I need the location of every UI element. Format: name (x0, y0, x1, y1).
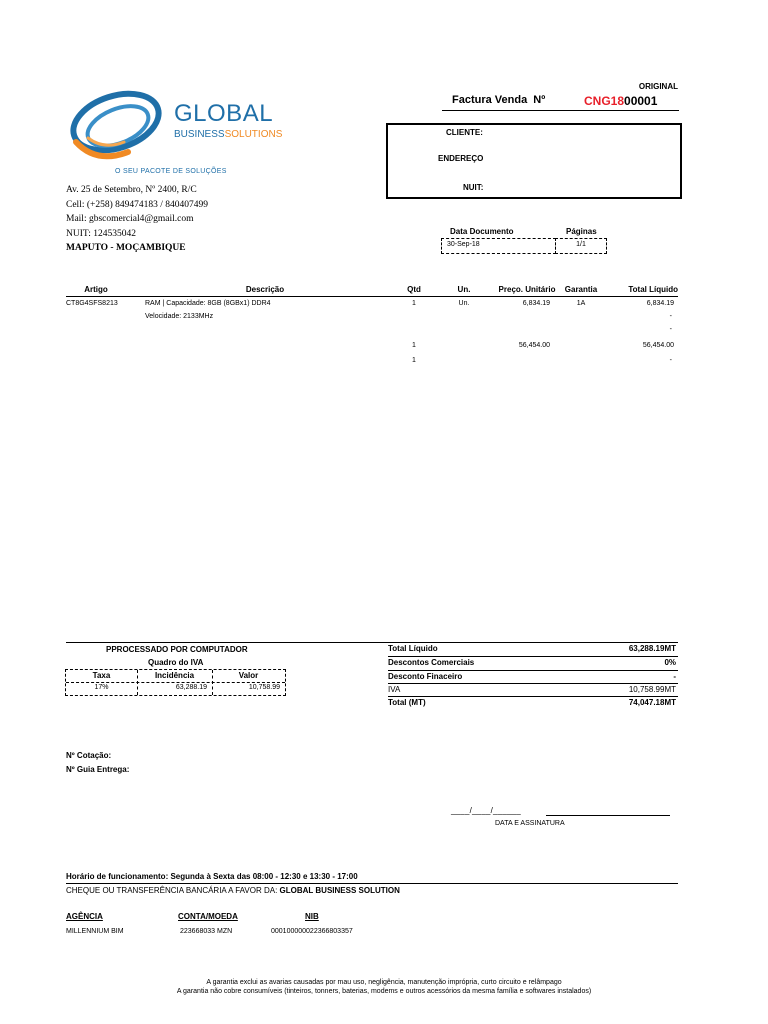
address-label: ENDEREÇO (438, 154, 484, 163)
company-mail: Mail: gbscomercial4@gmail.com (66, 214, 194, 224)
invoice-number-suffix: 00001 (624, 94, 658, 108)
row-qtd: 1 (412, 357, 416, 364)
warranty-line-2: A garantia não cobre consumíveis (tinteiros, tonners, baterias, modems e outros acessórios da mesma família e softwares instalados) (176, 988, 592, 995)
payment-prefix: CHEQUE OU TRANSFERÊNCIA BANCÁRIA A FAVOR DA: (66, 886, 278, 895)
row-total: - (669, 357, 672, 364)
company-logo (66, 80, 283, 180)
row-total: 6,834.19 (646, 300, 674, 307)
iva-table-title: Quadro do IVA (148, 658, 204, 667)
total-liquido-label: Total Líquido (388, 644, 438, 653)
pages-value: 1/1 (576, 241, 586, 248)
col-qtd: Qtd (407, 285, 421, 294)
row-descricao: Velocidade: 2133MHz (145, 313, 214, 320)
logo-sub-a: BUSINESS (174, 129, 225, 140)
invoice-number-prefix: CNG18 (584, 94, 625, 108)
col-descricao: Descrição (245, 285, 285, 294)
company-address: Av. 25 de Setembro, Nº 2400, R/C (66, 185, 197, 195)
bank-conta-value: 223668033 MZN (180, 928, 233, 935)
row-preco: 56,454.00 (518, 342, 550, 349)
table-row (0, 326, 768, 339)
signature-line (546, 815, 670, 816)
invoice-underline (442, 110, 679, 111)
row-total: - (669, 326, 672, 333)
row-qtd: 1 (412, 342, 416, 349)
invoice-no-label: Nº (533, 94, 546, 106)
signature-date-placeholder: ____/____/______ (451, 806, 521, 815)
company-cell: Cell: (+258) 849474183 / 840407499 (66, 199, 209, 210)
invoice-label: Factura Venda (452, 94, 528, 106)
descontos-label: Descontos Comerciais (388, 658, 475, 667)
company-info (66, 183, 208, 256)
bank-agencia-value: MILLENNIUM BIM (66, 928, 124, 935)
row-total: - (669, 313, 672, 320)
iva-col-valor: Valor (238, 671, 259, 680)
total-liquido-value: 63,288.19MT (628, 644, 676, 653)
row-garantia: 1A (576, 300, 586, 307)
date-box (441, 238, 556, 254)
bank-nib-value: 000100000022366803357 (271, 928, 353, 935)
table-row (0, 300, 768, 313)
total-mt-value: 74,047.18MT (628, 698, 676, 707)
iva-label: IVA (388, 685, 401, 694)
table-row (0, 357, 768, 370)
descontos-value: 0% (664, 658, 676, 667)
row-preco: 6,834.19 (522, 300, 550, 307)
iva-valor-value: 10,758.99 (248, 684, 280, 691)
signature-label: DATA E ASSINATURA (495, 820, 565, 827)
iva-col-taxa: Taxa (92, 671, 111, 680)
pages-box (555, 238, 607, 254)
items-header-line (66, 296, 678, 297)
invoice-number (584, 94, 657, 108)
company-tagline: O SEU PACOTE DE SOLUÇÕES (115, 168, 227, 175)
row-artigo: CT8G4SFS8213 (66, 300, 118, 307)
bank-col-nib: NIB (305, 912, 319, 921)
desconto-fin-label: Desconto Finaceiro (388, 672, 463, 681)
cotacao-label: Nº Cotação: (66, 751, 112, 760)
date-label: Data Documento (450, 227, 514, 236)
table-row (0, 342, 768, 355)
logo-sub (174, 129, 282, 140)
iva-value: 10,758.99MT (628, 685, 676, 694)
total-mt-label: Total (MT) (388, 698, 426, 707)
warranty-line-1: A garantia exclui as avarias causadas por mau uso, negligência, manutenção imprópria, curto circuito e relâmpago (206, 979, 562, 986)
table-row (0, 313, 768, 326)
client-nuit-label: NUIT: (463, 183, 484, 192)
footer-line (66, 883, 678, 884)
col-garantia: Garantia (564, 285, 598, 294)
guia-label: Nº Guia Entrega: (66, 765, 130, 774)
business-hours: Horário de funcionamento: Segunda à Sexta das 08:00 - 12:30 e 13:30 - 17:00 (66, 872, 358, 881)
row-un: Un. (458, 300, 470, 307)
row-qtd: 1 (412, 300, 416, 307)
desconto-fin-value: - (673, 672, 676, 681)
col-artigo: Artigo (84, 285, 108, 294)
iva-col-incidencia: Incidência (154, 671, 195, 680)
company-nuit: NUIT: 124535042 (66, 228, 136, 239)
row-total: 56,454.00 (642, 342, 674, 349)
col-total: Total Líquido (628, 285, 678, 294)
logo-name: GLOBAL (174, 100, 274, 127)
date-value: 30-Sep-18 (447, 241, 480, 248)
iva-taxa-value: 17% (94, 684, 109, 691)
company-city: MAPUTO - MOÇAMBIQUE (66, 243, 186, 253)
client-box (386, 123, 682, 199)
iva-table (65, 669, 286, 696)
bank-col-conta: CONTA/MOEDA (178, 912, 238, 921)
payment-name: GLOBAL BUSINESS SOLUTION (279, 886, 400, 895)
processed-label: PPROCESSADO POR COMPUTADOR (106, 645, 248, 654)
col-preco: Preço. Unitário (498, 285, 556, 294)
payment-info (66, 886, 400, 895)
iva-incidencia-value: 63,288.19 (175, 684, 207, 691)
bank-col-agencia: AGÊNCIA (66, 912, 103, 921)
logo-sub-b: SOLUTIONS (224, 129, 283, 140)
client-label: CLIENTE: (446, 128, 483, 137)
pages-label: Páginas (566, 227, 597, 236)
row-descricao: RAM | Capacidade: 8GB (8GBx1) DDR4 (145, 300, 271, 307)
invoice-title (452, 94, 545, 106)
summary-top-line (66, 642, 678, 643)
col-un: Un. (457, 285, 471, 294)
original-label: ORIGINAL (638, 82, 678, 91)
